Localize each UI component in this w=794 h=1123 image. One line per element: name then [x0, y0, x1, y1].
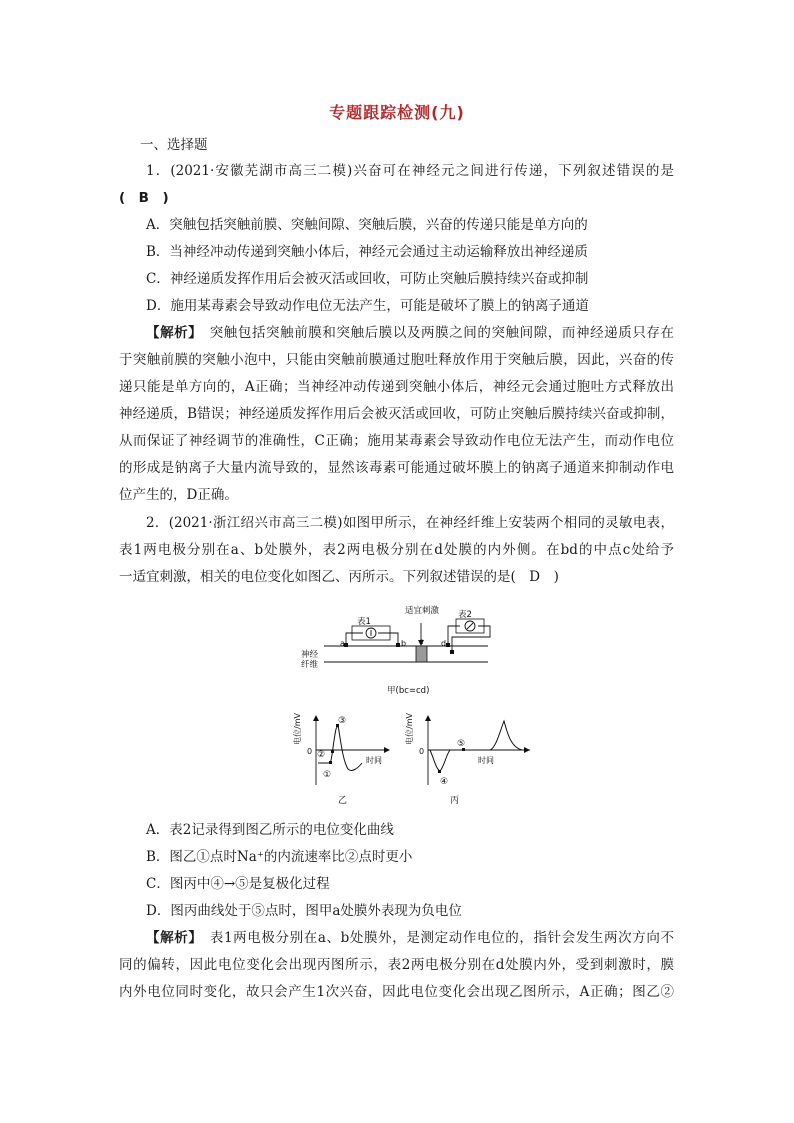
q1-analysis-line: 于突触前膜的突触小泡中，只能由突触前膜通过胞吐释放作用于突触后膜，因此，兴奋的传	[119, 352, 674, 368]
q2-analysis-line: 内外电位同时变化，故只会产生1次兴奋，因此电位变化会出现乙图所示，A正确；图乙②	[119, 984, 674, 1000]
yi-point-1	[329, 761, 332, 764]
fiber-label-2: 纤维	[301, 660, 319, 670]
point-c-label: c	[419, 637, 424, 646]
electrode-d-inner	[450, 650, 454, 654]
q1-analysis-line: 的形成是钠离子大量内流导致的，显然该毒素可能通过破坏膜上的钠离子通道来抑制动作电	[119, 460, 674, 476]
q1-analysis-line: 位产生的，D正确。	[119, 487, 238, 503]
q2-option-c: C．图丙中④→⑤是复极化过程	[146, 876, 330, 892]
point-b-label: b	[401, 639, 407, 648]
page-title: 专题跟踪检测(九)	[329, 103, 465, 122]
q1-option-d: D．施用某毒素会导致动作电位无法产生，可能是破坏了膜上的钠离子通道	[146, 298, 589, 314]
figure-yi	[292, 713, 390, 806]
bing-marker-4: ④	[440, 777, 449, 787]
q2-option-a: A．表2记录得到图乙所示的电位变化曲线	[146, 822, 394, 838]
q1-analysis-line: 从而保证了神经调节的准确性，C正确；施用某毒素会导致动作电位无法产生，而动作电位	[119, 433, 674, 449]
meter2-wire-outer	[448, 626, 460, 643]
q2-stem-line: 一适宜刺激，相关的电位变化如图乙、丙所示。下列叙述错误的是( D )	[119, 569, 559, 585]
q2-option-d: D．图丙曲线处于⑤点时，图甲a处膜外表现为负电位	[146, 903, 462, 919]
q2-option-b: B．图乙①点时Na⁺的内流速率比②点时更小	[146, 849, 413, 865]
bing-point-4	[438, 770, 441, 773]
caption-bing: 丙	[450, 796, 460, 806]
point-a-label: a	[340, 639, 345, 648]
stimulus-label: 适宜刺激	[405, 606, 440, 616]
yi-y-label: 电位/mV	[293, 713, 302, 745]
meter1-wire-right	[378, 633, 398, 643]
bing-curve	[430, 721, 522, 771]
yi-x-label: 时间	[366, 756, 382, 765]
q1-option-a: A．突触包括突触前膜、突触间隙、突触后膜，兴奋的传递只能是单方向的	[146, 217, 588, 233]
yi-marker-1: ①	[323, 770, 332, 780]
yi-x-arrow-icon	[384, 747, 390, 753]
q1-analysis-line: 神经递质，B错误；神经递质发挥作用后会被灭活或回收，可防止突触后膜持续兴奋或抑制，	[119, 406, 674, 422]
electrode-d-outer	[446, 643, 450, 647]
bing-zero-label: 0	[419, 747, 425, 756]
q1-stem-line: 1．(2021·安徽芜湖市高三二模)兴奋可在神经元之间进行传递，下列叙述错误的是	[146, 163, 674, 179]
figure-bing	[404, 713, 530, 806]
q1-analysis-label: 【解析】	[146, 325, 196, 341]
stimulus-site	[416, 646, 427, 662]
q1-analysis-line: 递只能是单方向的，A正确；当神经冲动传递到突触小体后，神经元会通过胞吐方式释放出	[119, 379, 674, 395]
fiber-label-1: 神经	[301, 650, 319, 660]
bing-x-arrow-icon	[524, 747, 530, 753]
caption-yi: 乙	[338, 796, 348, 806]
electrode-b	[396, 643, 400, 647]
q1-answer	[119, 189, 674, 207]
q1-answer-text: ( B )	[119, 190, 169, 206]
yi-curve	[318, 725, 362, 770]
bing-y-arrow-icon	[425, 715, 431, 721]
yi-marker-2: ②	[317, 750, 326, 760]
q2-analysis-line: 同的偏转，因此电位变化会出现丙图所示，表2两电极分别在d处膜内外，受到刺激时，膜	[119, 957, 674, 973]
figure-jia	[301, 605, 490, 696]
bing-marker-5: ⑤	[457, 739, 466, 749]
q2-figure	[290, 603, 530, 813]
point-d-label: d	[441, 639, 447, 648]
meter1-wire-left	[346, 633, 363, 643]
section-heading: 一、选择题	[140, 137, 208, 153]
q2-stem-line: 表1两电极分别在a、b处膜外，表2两电极分别在d处膜的内外侧。在bd的中点c处给予	[119, 542, 674, 558]
yi-y-arrow-icon	[313, 715, 319, 721]
bing-x-label: 时间	[478, 756, 494, 765]
yi-marker-3: ③	[338, 716, 347, 726]
q1-option-b: B．当神经冲动传递到突触小体后，神经元会通过主动运输释放出神经递质	[146, 244, 588, 260]
meter1-label: 表1	[357, 617, 371, 627]
yi-zero-label: 0	[307, 747, 313, 756]
q2-analysis-label: 【解析】	[146, 930, 196, 946]
q2-stem-line: 2．(2021·浙江绍兴市高三二模)如图甲所示，在神经纤维上安装两个相同的灵敏电表，	[146, 515, 674, 531]
meter2-label: 表2	[458, 610, 472, 620]
q1-analysis-text: 突触包括突触前膜和突触后膜以及两膜之间的突触间隙，而神经递质只存在	[195, 325, 675, 341]
q1-analysis-line	[146, 324, 674, 342]
yi-point-2	[331, 750, 334, 753]
bing-y-label: 电位/mV	[405, 713, 414, 745]
caption-jia: 甲(bc=cd)	[387, 686, 430, 696]
q2-analysis-text: 表1两电极分别在a、b处膜外，是测定动作电位的，指针会发生两次方向不	[195, 930, 675, 946]
q2-analysis-line	[146, 929, 674, 947]
q1-option-c: C．神经递质发挥作用后会被灭活或回收，可防止突触后膜持续兴奋或抑制	[146, 271, 589, 287]
